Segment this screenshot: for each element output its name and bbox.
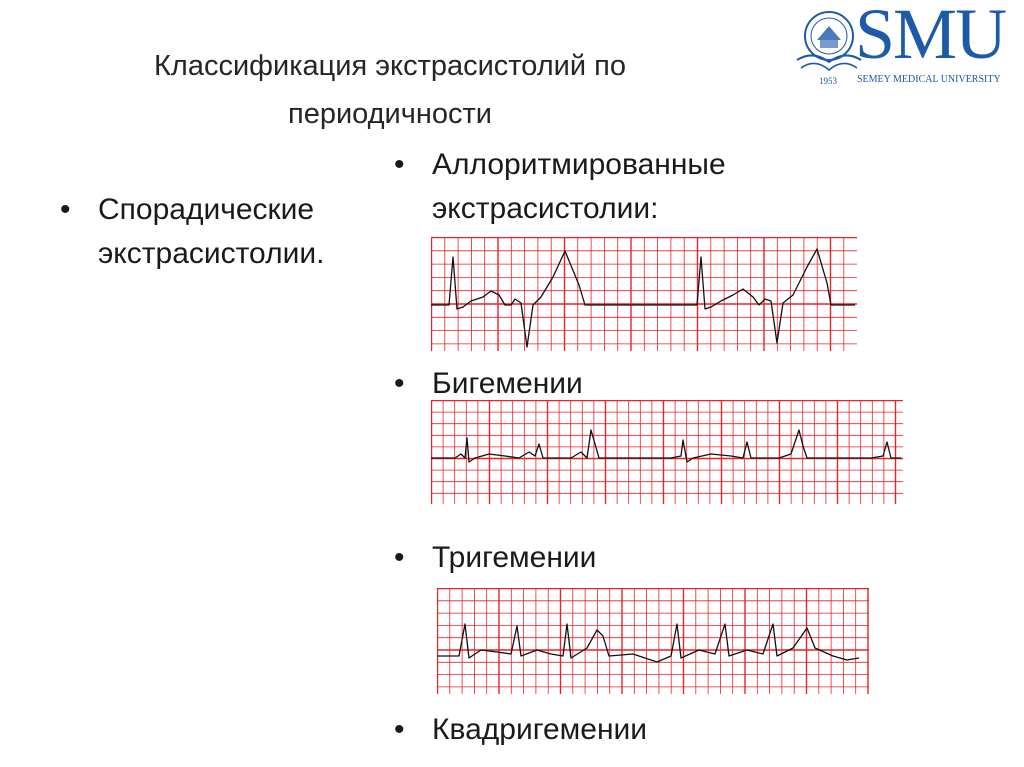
bullet-allorhythmic-text: Аллоритмированные экстрасистолии: bbox=[432, 148, 726, 225]
ecg-allorhythmic-svg bbox=[431, 237, 857, 351]
bullet-quadrigeminy bbox=[394, 708, 772, 752]
bullet-dot: • bbox=[394, 713, 405, 746]
logo-subtitle: SEMEY MEDICAL UNIVERSITY bbox=[857, 74, 1001, 85]
bullet-dot: • bbox=[60, 193, 71, 226]
ecg-strip-trigeminy bbox=[437, 588, 869, 694]
logo-year: 1953 bbox=[819, 76, 837, 86]
bullet-sporadic bbox=[60, 188, 398, 276]
ecg-trace bbox=[437, 624, 859, 662]
smu-logo bbox=[793, 0, 1021, 96]
bullet-allorhythmic bbox=[394, 143, 852, 231]
logo-letters: SMU bbox=[855, 0, 1006, 74]
ecg-strip-allorhythmic bbox=[431, 237, 857, 351]
bullet-dot: • bbox=[394, 541, 405, 574]
ecg-trigeminy-svg bbox=[437, 588, 869, 694]
bullet-trigeminy-text: Тригемении bbox=[432, 541, 597, 574]
ecg-bigeminy-svg bbox=[431, 400, 903, 504]
bullet-dot: • bbox=[394, 367, 405, 400]
bullet-quadrigeminy-text: Квадригемении bbox=[432, 713, 648, 746]
bullet-dot: • bbox=[394, 148, 405, 181]
bullet-bigeminy-text: Бигемении bbox=[432, 367, 583, 400]
bullet-sporadic-text: Спорадические экстрасистолии. bbox=[98, 193, 325, 270]
bullet-trigeminy bbox=[394, 536, 732, 580]
slide-title: Классификация экстрасистолий по периодичности bbox=[154, 50, 626, 130]
ecg-strip-bigeminy bbox=[431, 400, 903, 504]
